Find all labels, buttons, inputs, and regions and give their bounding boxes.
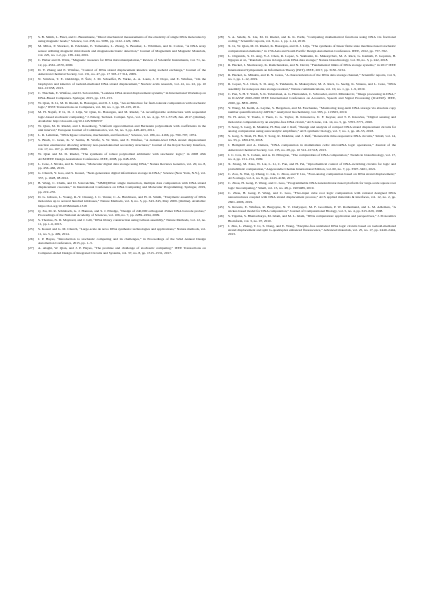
- reference-number: [35]: [218, 105, 224, 110]
- reference-text: C. Zhou, H. Geng, P. Wang, and C. Guo, “Programmable DNA nanoindicator-based platform for large-scale square root logic biocomputing,” Small, vol. 15, no. 48, p. 1903489, 2019.: [228, 181, 396, 190]
- reference-entry: [28, 237, 206, 246]
- reference-number: [40]: [218, 152, 224, 157]
- reference-text: X. Li, W. Qian, M. D. Riedel, K. Bazargan, and D. J. Lilja, “The synthesis of linear finite state machine-based stochastic computational elements,” in 17th Asia and South Pacific Design Automation Conference. IEEE, 2012, pp. 757–762.: [228, 44, 396, 53]
- reference-number: [19]: [28, 161, 34, 166]
- reference-entry: [218, 125, 396, 134]
- reference-text: R. Lopez, Y.-J. Chen, S. D. Ang, S. Yekhanin, K. Makarychev, M. Z. Racz, G. Seelig, K. Strauss, and L. Ceze, “DNA assembly for nanopore data storage readout,” Nature communications, vol. 10, no. 1, pp. 1–9, 2019.: [228, 82, 396, 91]
- reference-text: C. Zou, X. Wei, Q. Zhang, C. Liu, C. Zhou, and Y. Liu, “Four-analog computation based on DNA strand displacement,” ACS omega, vol. 2, no. 8, pp. 4143–4160, 2017.: [228, 171, 396, 181]
- reference-number: [10]: [28, 67, 34, 72]
- reference-text: W. Qian and M. D. Riedel, “The synthesis of robust polynomial arithmetic with stochastic logic,” in 2008 45th ACM/IEEE Design Automation Conference. IEEE, 2008, pp. 648–653.: [38, 152, 206, 161]
- reference-number: [46]: [218, 214, 224, 219]
- reference-text: Q. Xu, M. R. Schlabach, G. J. Hannon, and S. J. Elledge, “Design of 240,000 orthogonal 25mer DNA barcode probes,” Proceedings of the National Academy of Sciences, vol. 106, no. 7, pp. 2289–2294, 2009.: [38, 208, 206, 217]
- reference-text: S. Roweis, E. Winfree, R. Burgoyne, N. V. Chelyapov, M. F. Goodman, P. W. Rothemund, and L. M. Adleman, “A sticker-based model for DNA computation,” Journal of Computational Biology, vol. 5, no. 4, pp. 615–629, 1998.: [228, 204, 396, 214]
- reference-text: T. Song, S. Garg, R. Mokhtar, H. Bui, and J. Reif, “Design and analysis of compact DNA strand displacement circuits for analog computation using autocatalytic amplifiers,” ACS synthetic biology, vol. 7, no. 1, pp. 46–53, 2018.: [228, 124, 396, 133]
- reference-text: Y. Wang, M. Keith, A. Leyme, S. Bergelson, and M. Feschenko, “Monitoring long-term DNA storage via absolute copy number quantification by ddPCR,” Analytical biochemistry, vol. 583, p. 113363, 2019.: [228, 105, 396, 115]
- reference-number: [16]: [28, 133, 34, 138]
- reference-text: G. Church, Y. Gao, and S. Kosuri, “Next-generation digital information storage in DNA,” Science (New York, N.Y.), vol. 337, p. 1628, 08 2012.: [38, 171, 206, 180]
- reference-entry: [218, 214, 396, 223]
- reference-number: [38]: [218, 133, 224, 138]
- reference-number: [34]: [218, 91, 224, 96]
- reference-text: R. Heckel, G. Mikutis, and R. N. Grass, “A characterization of the DNA data storage channel,” Scientific reports, vol. 9, no. 1, pp. 1–12, 2019.: [228, 72, 396, 82]
- reference-text: W. H. Arter, Y. Tsuda, J. Yuen, C. G. Taylor, D. Kirsanova, U. F. Keyser, and T. P. Knowles, “Digital sensing and molecular computation by an enzyme-free DNA circuit,” ACS nano, vol. 14, no. 5, pp. 5763–5771, 2020.: [228, 115, 396, 124]
- reference-number: [7]: [28, 35, 33, 39]
- reference-number: [28]: [218, 35, 224, 39]
- reference-number: [41]: [218, 162, 224, 167]
- reference-text: L. Organick, S. D. Ang, Y.-J. Chen, R. Lopez, S. Yekhanin, K. Makarychev, M. Z. Racz, G. Kamath, P. Gopalan, B. Nguyen et al., “Random access in large-scale DNA data storage,” Nature biotechnology, vol. 36, no. 3, p. 242, 2018.: [228, 53, 396, 63]
- reference-number: [27]: [28, 246, 34, 251]
- reference-entry: [218, 172, 396, 181]
- reference-entry: [218, 205, 396, 214]
- reference-number: [13]: [28, 100, 34, 105]
- reference-entry: [218, 92, 396, 105]
- reference-text: L. R. Lehrman, “DNA ligase: structure, mechanism, and function,” Science, vol. 186, no. 4166, pp. 790–797, 1974.: [38, 133, 197, 138]
- reference-number: [33]: [218, 82, 224, 87]
- reference-number: [29]: [218, 44, 224, 49]
- reference-text: S. Garg, S. Shah, H. Bui, T. Song, R. Mokhtar, and J. Reif, “Renewable time-responsive DNA circuits,” Small, vol. 14, no. 33, p. 1801470, 2018.: [228, 133, 396, 143]
- reference-text: A. Alaghi, W. Qian, and J. P. Hayes, “The promise and challenge of stochastic computing,” IEEE Transactions on Computer-Aided Design of Integrated Circuits and Systems, vol. 37, no. 8, pp. 1515–1531, 2017.: [38, 246, 206, 255]
- reference-text: W. Qian, X. Li, M. D. Riedel, K. Bazargan, and D. J. Lilja, “An architecture for fault-tolerant computation with stochastic logic,” IEEE Transactions on Computers, vol. 60, no. 1, pp. 93–105, 2011.: [38, 100, 206, 110]
- reference-number: [24]: [28, 217, 34, 222]
- reference-entry: [28, 181, 206, 194]
- reference-entry: [218, 54, 396, 63]
- reference-entry: [218, 181, 396, 190]
- reference-number: [18]: [28, 152, 34, 157]
- reference-entry: [28, 101, 206, 110]
- reference-entry: [28, 152, 206, 161]
- reference-entry: [218, 115, 396, 124]
- reference-number: [47]: [218, 223, 224, 228]
- reference-text: C. Thachuk, E. Winfree, and D. Soloveichik, “Leakless DNA strand displacement systems,” in International Workshop on DNA-Based Computers. Springer, 2015, pp. 133–153.: [38, 91, 206, 100]
- reference-number: [26]: [28, 236, 34, 241]
- reference-number: [30]: [218, 53, 224, 58]
- reference-number: [11]: [28, 77, 34, 82]
- reference-entry: [28, 227, 206, 236]
- reference-entry: [28, 218, 206, 227]
- reference-text: W. Qian, M. D. Riedel, and I. Rosenberg, “Uniform approximation and Bernstein polynomials with coefficients in the unit interval,” European Journal of Combinatorics, vol. 32, no. 3, pp. 448–463, 2011.: [38, 123, 206, 133]
- reference-entry: [218, 134, 396, 143]
- reference-number: [23]: [28, 208, 34, 213]
- reference-text: C. Haber and D. Wirtz, “Magnetic tweezers for DNA micromanipulation,” Review of Scientific Instruments, vol. 71, no. 12, pp. 4561–4570, 2000.: [38, 58, 206, 67]
- reference-entry: [218, 82, 396, 91]
- reference-entry: [28, 195, 206, 208]
- reference-number: [14]: [28, 110, 34, 115]
- reference-entry: [218, 106, 396, 115]
- reference-entry: [218, 191, 396, 204]
- reference-entry: [218, 44, 396, 53]
- reference-number: [25]: [28, 227, 34, 232]
- reference-column-left: [28, 35, 206, 256]
- reference-text: N. Srinivas, T. E. Ouldridge, P. Šulc, J. M. Schaeffer, B. Yurke, A. A. Louis, J. P. Doye, and E. Winfree, “On the biophysics and kinetics of toehold-mediated DNA strand displacement,” Nucleic acids research, vol. 41, no. 22, pp. 10 641–10 658, 2013.: [38, 77, 206, 91]
- reference-number: [36]: [218, 115, 224, 120]
- reference-text: C. Zhou, H. Geng, P. Wang, and C. Guo, “Five-input cube root logic computation with rational designed DNA nanostructures coupled with DNA strand displacement process,” ACS applied materials & interfaces, vol. 12, no. 2, pp. 2601–2606, 2019.: [228, 190, 396, 204]
- reference-text: S. Kosuri and G. M. Church, “Large-scale de novo DNA synthesis: technologies and applications,” Nature methods, vol. 11, no. 5, p. 499, 2014.: [38, 227, 206, 236]
- reference-column-right: [218, 35, 396, 256]
- reference-text: J. P. Hayes, “Introduction to stochastic computing and its challenges,” in Proceedings of the 52nd Annual Design Automation Conference, 2015, pp. 1–3.: [38, 236, 206, 246]
- reference-text: X. Xiong, M. Xiao, W. Lai, L. Li, C. Fan, and H. Pei, “Optochemical control of DNA-switching circuits for logic and probabilistic computation,” Angewandte Chemie International Edition, vol. 60, no. 7, pp. 3397–3401, 2021.: [228, 162, 396, 171]
- reference-entry: [28, 110, 206, 123]
- reference-text: D. Y. Zhang and E. Winfree, “Control of DNA strand displacement kinetics using toehold exchange,” Journal of the American Chemical Society, vol. 131, no. 47, pp. 17 303–17 314, 2009.: [38, 67, 206, 77]
- reference-number: [21]: [28, 180, 34, 185]
- reference-entry: [218, 63, 396, 72]
- reference-entry: [218, 153, 396, 162]
- reference-entry: [28, 171, 206, 180]
- reference-text: L. Ceze, J. Nivala, and K. Strauss, “Molecular digital data storage using DNA,” Nature Reviews Genetics, vol. 20, no. 8, pp. 456–466, 2019.: [38, 161, 206, 171]
- reference-entry: [28, 44, 206, 57]
- reference-entry: [28, 124, 206, 133]
- reference-number: [37]: [218, 124, 224, 129]
- reference-number: [43]: [218, 181, 224, 186]
- reference-entry: [28, 246, 206, 255]
- reference-number: [12]: [28, 91, 34, 96]
- reference-text: J. Hemphill and A. Deiters, “DNA computation in mammalian cells: microRNA logic operations,” Journal of the American Chemical Society, vol. 135, no. 28, pp. 10 512–10 518, 2013.: [228, 143, 396, 152]
- reference-text: B. Wang, C. Chalk, and D. Soloveichik, “SIMD||DNA: single instruction, multiple data computation with DNA strand displacement cascades,” in International Conference on DNA Computing and Molecular Programming. Springer, 2019, pp. 219–235.: [38, 180, 206, 194]
- reference-text: S. Tiguma, S. Bhattacharya, M. Islam, and M. L. Islam, “DNA computation: application and perspectives,” J. Proteomics Bioinform, vol. 3, no. 07, 2010.: [228, 214, 396, 223]
- reference-entry: [218, 224, 396, 237]
- reference-entry: [28, 68, 206, 77]
- reference-entry: [28, 35, 206, 44]
- reference-entry: [218, 162, 396, 171]
- reference-text: J. Zhu, L. Zhang, T. Li, S. Dong, and E. Wang, “Enzyme-free unlabeled DNA logic circuits based on toehold-mediated strand displacement and split G-quadruplex enhanced fluorescence,” Advanced materials, vol. 25, no. 17, pp. 2440–2444, 2013.: [228, 223, 396, 237]
- reference-number: [32]: [218, 72, 224, 77]
- reference-entry: [28, 209, 206, 218]
- reference-text: M. Milos, P. Shorkov, R. Edelstein, E. Tamanaha, L. Zhong, S. Bousher, L. Whitman, and R. Colton, “A DNA array sensor utilizing magnetic microbeads and magnetoelectronic detection,” Journal of Magnetism and Magnetic Materials, vol. 225, no. 1-2, pp. 138–144, 2001.: [38, 44, 206, 58]
- reference-number: [31]: [218, 63, 224, 68]
- reference-number: [9]: [28, 58, 33, 63]
- reference-entry: [28, 138, 206, 151]
- reference-number: [15]: [28, 123, 34, 128]
- reference-text: S. A. Salehi, X. Liu, M. D. Riedel, and K. K. Parhi, “Computing mathematical functions using DNA via fractional coding,” Scientific reports, vol. 8, no. 1, pp. 1–14, 2018.: [228, 35, 396, 44]
- reference-entry: [28, 58, 206, 67]
- reference-text: C. Pan, S. H. T. Yazdi, S. K. Tabatabaei, A. G. Hernandez, C. Schroeder, and O. Milenkovic, “Image processing in DNA,” in ICASSP 2020-2020 IEEE International Conference on Acoustics, Speech and Signal Processing (ICASSP). IEEE, 2020, pp. 8831–8835.: [228, 91, 396, 105]
- reference-text: D. G. Gibson, L. Young, R.-Y. Chuang, J. C. Venter, C. A. Hutchison, and H. O. Smith, “Enzymatic assembly of DNA molecules up to several hundred kilobases,” Nature Methods, vol. 6, no. 5, pp. 343–345, May 2009. [Online]. Available: https://doi.org/10.1038/nmeth.1318: [38, 194, 206, 208]
- reference-number: [42]: [218, 171, 224, 176]
- reference-number: [22]: [28, 194, 34, 199]
- reference-number: [8]: [28, 44, 33, 49]
- reference-entry: [218, 35, 396, 44]
- reference-columns: [28, 35, 396, 256]
- reference-text: J. C. Cox, D. S. Cohen, and A. D. Ellington, “The complexities of DNA computation,” Trends in biotechnology, vol. 17, no. 4, pp. 151–154, 1999.: [228, 152, 396, 162]
- reference-number: [39]: [218, 143, 224, 148]
- reference-entry: [28, 91, 206, 100]
- reference-number: [44]: [218, 190, 224, 195]
- reference-entry: [218, 143, 396, 152]
- reference-text: S. Bisch, C. Grun, K. V. Sarma, B. Wolfe, S. W. Shin, and E. Winfree, “A domain-level DNA strand displacement reaction enumerator allowing arbitrary non-pseudoknotted secondary structures,” Journal of the Royal Society Interface, vol. 17, no. 167, p. 20190866, 2020.: [38, 138, 206, 152]
- reference-number: [17]: [28, 138, 34, 143]
- reference-entry: [28, 162, 206, 171]
- reference-number: [20]: [28, 171, 34, 176]
- reference-entry: [218, 73, 396, 82]
- reference-text: R. Heckel, I. Shomorony, K. Ramchandran, and N. David, “Fundamental limits of DNA storage systems,” in 2017 IEEE International Symposium on Information Theory (ISIT). IEEE, 2017, pp. 3130–3134.: [228, 63, 396, 72]
- reference-number: [45]: [218, 204, 224, 209]
- reference-entry: [28, 77, 206, 90]
- reference-text: S. Thomas, N. D. Maynard, and J. Gill, “DNA library construction using Gibson assembly,” Nature Methods, vol. 12, no. 11, pp. i–ii, 2015.: [38, 217, 206, 227]
- reference-text: S. B. Smith, L. Finzi, and C. Bustamante, “Direct mechanical measurements of the elasticity of single DNA molecules by using magnetic beads,” Science, vol. 258, no. 5085, pp. 1122–1126, 1992.: [38, 35, 206, 44]
- reference-text: M. H. Najafi, P. Li, D. J. Lilja, W. Qian, K. Bazargan, and M. Riedel, “A reconfigurable architecture with sequential logic-based stochastic computing,” J. Emerg. Technol. Comput. Syst., vol. 13, no. 4, pp. 57:1–57:28, Jun. 2017. [Online]. Available: http://doi.acm.org/10.1145/3060537: [38, 110, 206, 123]
